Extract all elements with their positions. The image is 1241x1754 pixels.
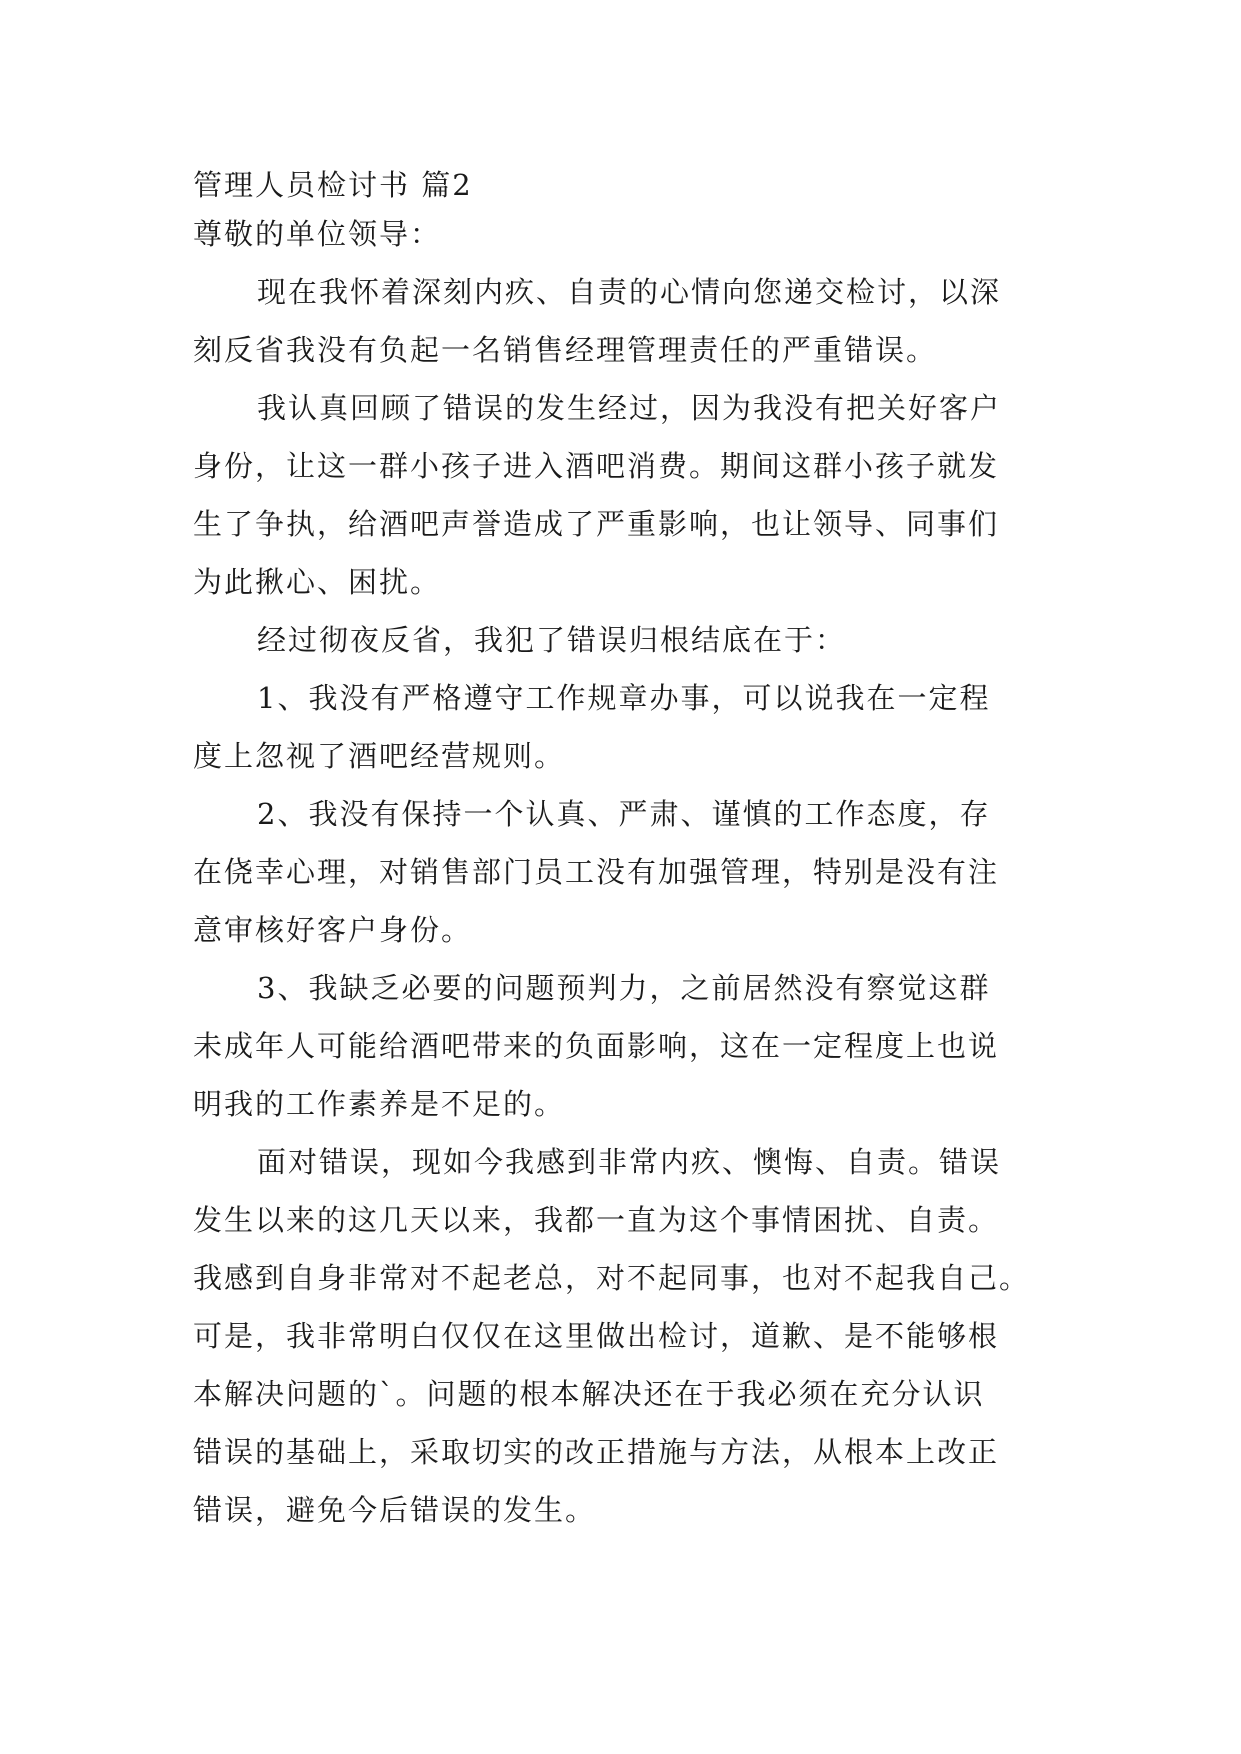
paragraph-line: 为此揪心、困扰。 <box>193 565 442 599</box>
document-title: 管理人员检讨书 篇2 <box>193 168 473 202</box>
paragraph-line: 错误，避免今后错误的发生。 <box>193 1493 597 1527</box>
paragraph-line: 现在我怀着深刻内疚、自责的心情向您递交检讨，以深 <box>257 275 1002 309</box>
paragraph-line: 我认真回顾了错误的发生经过，因为我没有把关好客户 <box>257 391 1002 425</box>
paragraph-line: 3、我缺乏必要的问题预判力，之前居然没有察觉这群 <box>257 971 991 1005</box>
paragraph-line: 2、我没有保持一个认真、严肃、谨慎的工作态度，存 <box>257 797 991 831</box>
paragraph-line: 身份，让这一群小孩子进入酒吧消费。期间这群小孩子就发 <box>193 449 1000 483</box>
paragraph <box>193 785 1063 959</box>
paragraph-line: 意审核好客户身份。 <box>193 913 473 947</box>
paragraph-line: 经过彻夜反省，我犯了错误归根结底在于： <box>257 623 847 657</box>
paragraph <box>193 669 1063 785</box>
paragraph-line: 度上忽视了酒吧经营规则。 <box>193 739 566 773</box>
paragraph-line: 1、我没有严格遵守工作规章办事，可以说我在一定程 <box>257 681 991 715</box>
salutation: 尊敬的单位领导： <box>193 217 442 251</box>
paragraph-line: 明我的工作素养是不足的。 <box>193 1087 566 1121</box>
paragraph-line: 发生以来的这几天以来，我都一直为这个事情困扰、自责。 <box>193 1203 1000 1237</box>
paragraph-list <box>193 263 1063 1539</box>
paragraph-line: 面对错误，现如今我感到非常内疚、懊悔、自责。错误 <box>257 1145 1002 1179</box>
paragraph <box>193 611 1063 669</box>
paragraph <box>193 959 1063 1133</box>
paragraph-line: 错误的基础上，采取切实的改正措施与方法，从根本上改正 <box>193 1435 1000 1469</box>
paragraph-line: 生了争执，给酒吧声誉造成了严重影响，也让领导、同事们 <box>193 507 1000 541</box>
paragraph-line: 可是，我非常明白仅仅在这里做出检讨，道歉、是不能够根 <box>193 1319 1000 1353</box>
paragraph-line: 本解决问题的`。问题的根本解决还在于我必须在充分认识 <box>193 1377 985 1411</box>
paragraph-line: 刻反省我没有负起一名销售经理管理责任的严重错误。 <box>193 333 938 367</box>
document-body <box>193 166 1063 1539</box>
paragraph <box>193 379 1063 611</box>
paragraph <box>193 1133 1063 1539</box>
paragraph-line: 在侥幸心理，对销售部门员工没有加强管理，特别是没有注 <box>193 855 1000 889</box>
paragraph-line: 未成年人可能给酒吧带来的负面影响，这在一定程度上也说 <box>193 1029 1000 1063</box>
paragraph <box>193 263 1063 379</box>
paragraph-line: 我感到自身非常对不起老总，对不起同事，也对不起我自己。 <box>193 1261 1031 1295</box>
